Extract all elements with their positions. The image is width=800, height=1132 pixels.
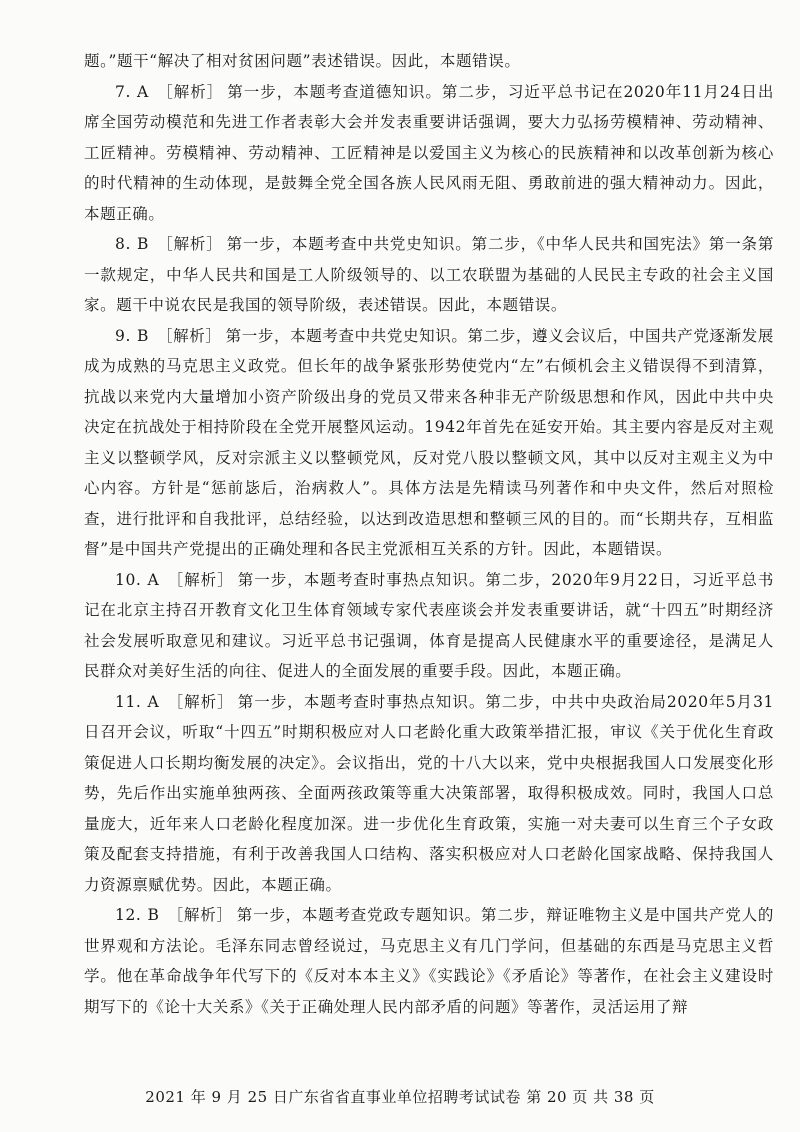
- item-text: 第一步，本题考查中共党史知识。第二步，遵义会议后，中国共产党逐渐发展成为成熟的马克思主义政党。但长年的战争紧张形势使党内“左”右倾机会主义错误得不到清算，抗战以来党内大量增加小资产阶级出身的党员又带来各种非无产阶级思想和作风，因此中共中央决定在抗战处于相持阶段在全党开展整风运动。1942年首先在延安开始。其主要内容是反对主观主义以整顿学风，反对宗派主义以整顿党风，反对党八股以整顿文风，其中以反对主观主义为中心内容。方针是“惩前毖后，治病救人”。具体方法是先精读马列著作和中央文件，然后对照检查，进行批评和自我批评，总结经验，以达到改造思想和整顿三风的目的。而“长期共存，互相监督”是中国共产党提出的正确处理和各民主党派相互关系的方针。因此，本题错误。: [84, 326, 774, 558]
- item-number: 7.: [115, 82, 131, 101]
- analysis-tag: ［解析］: [167, 906, 233, 924]
- item-answer: A: [137, 82, 149, 101]
- item-text: 第一步，本题考查中共党史知识。第二步，《中华人民共和国宪法》第一条第一款规定，中华人民共和国是工人阶级领导的、以工农联盟为基础的人民民主专政的社会主义国家。题干中说农民是我国的领导阶级，表述错误。因此，本题错误。: [84, 235, 774, 314]
- item-answer: B: [137, 235, 149, 253]
- item-text: 第一步，本题考查时事热点知识。第二步，2020年9月22日，习近平总书记在北京主持召开教育文化卫生体育领域专家代表座谈会并发表重要讲话，就“十四五”时期经济社会发展听取意见和建议。习近平总书记强调，体育是提高人民健康水平的重要途径，是满足人民群众对美好生活的向往、促进人的全面发展的重要手段。因此，本题正确。: [84, 570, 774, 680]
- analysis-tag: ［解析］: [167, 692, 234, 711]
- item-number: 12.: [115, 906, 142, 924]
- document-body: [84, 46, 774, 1022]
- item-answer: A: [147, 570, 160, 589]
- item-answer: A: [147, 692, 160, 711]
- item-text: 第一步，本题考查党政专题知识。第二步，辩证唯物主义是中国共产党人的世界观和方法论。毛泽东同志曾经说过，马克思主义有几门学问，但基础的东西是马克思主义哲学。他在革命战争年代写下的《反对本本主义》《实践论》《矛盾论》等著作，在社会主义建设时期写下的《论十大关系》《关于正确处理人民内部矛盾的问题》等著作，灵活运用了辩: [84, 906, 774, 1016]
- item-11-paragraph: [84, 687, 774, 901]
- analysis-tag: ［解析］: [156, 82, 224, 101]
- analysis-tag: ［解析］: [157, 326, 222, 345]
- item-12-paragraph: [84, 900, 774, 1022]
- item-9-paragraph: [84, 321, 774, 565]
- analysis-tag: ［解析］: [167, 570, 234, 589]
- item-number: 8.: [115, 235, 131, 253]
- analysis-tag: ［解析］: [157, 235, 223, 253]
- item-7-paragraph: [84, 77, 774, 230]
- item-8-paragraph: [84, 229, 774, 321]
- item-number: 10.: [115, 570, 142, 589]
- page-footer: 2021 年 9 月 25 日广东省省直事业单位招聘考试试卷 第 20 页 共 38 页: [145, 1088, 655, 1106]
- item-number: 9.: [115, 326, 131, 345]
- item-number: 11.: [115, 692, 142, 711]
- lead-paragraph: [84, 46, 774, 77]
- item-answer: B: [137, 326, 149, 345]
- item-10-paragraph: [84, 565, 774, 687]
- item-text: 第一步，本题考查道德知识。第二步，习近平总书记在2020年11月24日出席全国劳动模范和先进工作者表彰大会并发表重要讲话强调，要大力弘扬劳模精神、劳动精神、工匠精神。劳模精神、劳动精神、工匠精神是以爱国主义为核心的民族精神和以改革创新为核心的时代精神的生动体现，是鼓舞全党全国各族人民风雨无阻、勇敢前进的强大精神动力。因此，本题正确。: [84, 82, 774, 223]
- item-text: 第一步，本题考查时事热点知识。第二步，中共中央政治局2020年5月31日召开会议，听取“十四五”时期积极应对人口老龄化重大政策举措汇报，审议《关于优化生育政策促进人口长期均衡发展的决定》。会议指出，党的十八大以来，党中央根据我国人口发展变化形势，先后作出实施单独两孩、全面两孩政策等重大决策部署，取得积极成效。同时，我国人口总量庞大，近年来人口老龄化程度加深。进一步优化生育政策，实施一对夫妻可以生育三个子女政策及配套支持措施，有利于改善我国人口结构、落实积极应对人口老龄化国家战略、保持我国人力资源禀赋优势。因此，本题正确。: [84, 692, 774, 894]
- item-answer: B: [147, 906, 160, 924]
- lead-text: 题。”题干“解决了相对贫困问题”表述错误。因此，本题错误。: [84, 52, 521, 70]
